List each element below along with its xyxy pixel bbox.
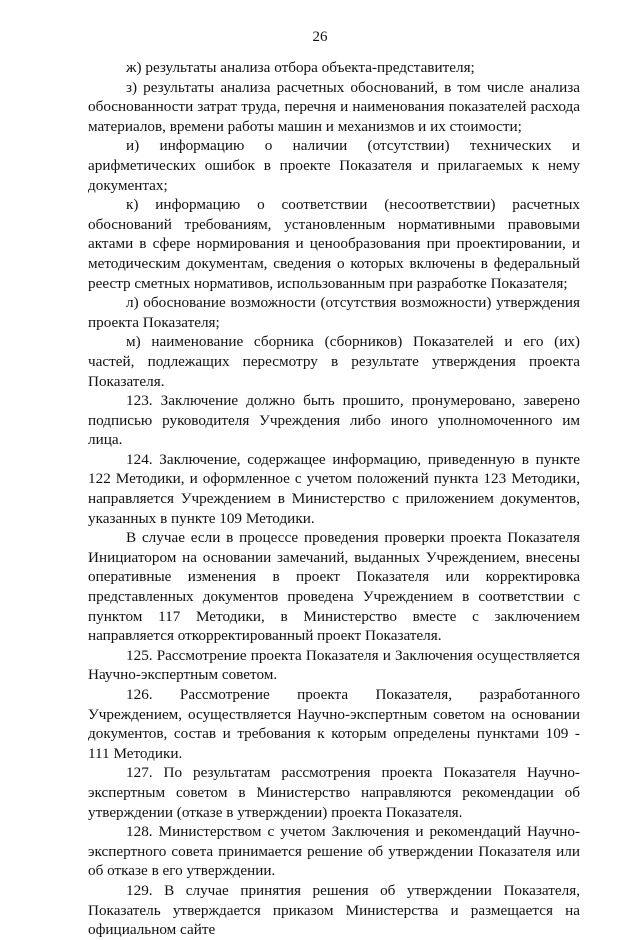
page-number: 26	[312, 29, 328, 45]
paragraph-127: 127. По результатам рассмотрения проекта Показателя Научно-экспертным советом в Министерство направляются рекомендации об утверждении (отказе в утверждении) проекта Показателя.	[88, 764, 580, 821]
paragraph-zh: ж) результаты анализа отбора объекта-представителя;	[126, 59, 475, 76]
paragraph-128: 128. Министерством с учетом Заключения и рекомендаций Научно-экспертного совета принимается решение об утверждении Показателя или об отказе в его утверждении.	[88, 823, 580, 880]
paragraph-l: л) обоснование возможности (отсутствия возможности) утверждения проекта Показателя;	[88, 294, 580, 331]
paragraph-k: к) информацию о соответствии (несоответствии) расчетных обоснований требованиям, установленным нормативными правовыми актами в сфере нормирования и ценообразования при проектировании, и методическим документам, сведения о которых включены в федеральный реестр сметных нормативов, использованным при разработке Показателя;	[88, 196, 580, 292]
paragraph-124: 124. Заключение, содержащее информацию, приведенную в пункте 122 Методики, и оформленное с учетом положений пункта 123 Методики, направляется Учреждением в Министерство с приложением документов, указанных в пункте 109 Методики.	[88, 450, 580, 527]
paragraph-z: з) результаты анализа расчетных обоснований, в том числе анализа обоснованности затрат труда, перечня и наименования показателей расхода материалов, времени работы машин и механизмов и их стоимости;	[88, 78, 580, 135]
document-body	[88, 58, 580, 940]
paragraph-123: 123. Заключение должно быть прошито, пронумеровано, заверено подписью руководителя Учреждения либо иного уполномоченного им лица.	[88, 392, 580, 449]
paragraph-125: 125. Рассмотрение проекта Показателя и Заключения осуществляется Научно-экспертным советом.	[88, 646, 580, 684]
paragraph-126: 126. Рассмотрение проекта Показателя, разработанного Учреждением, осуществляется Научно-экспертным советом на основании документов, состав и требования к которым определены пунктами 109 - 111 Методики.	[88, 686, 580, 762]
paragraph-124-case: В случае если в процессе проведения проверки проекта Показателя Инициатором на основании замечаний, выданных Учреждением, внесены оперативные изменения в проект Показателя или корректировка представленных документов проведена Учреждением в соответствии с пунктом 117 Методики, в Министерство вместе с заключением направляется откорректированный проект Показателя.	[88, 529, 580, 645]
paragraph-i: и) информацию о наличии (отсутствии) технических и арифметических ошибок в проекте Показателя и прилагаемых к нему документах;	[88, 137, 580, 194]
paragraph-m: м) наименование сборника (сборников) Показателей и его (их) частей, подлежащих пересмотру в результате утверждения проекта Показателя.	[88, 333, 580, 390]
paragraph-129: 129. В случае принятия решения об утверждении Показателя, Показатель утверждается приказом Министерства и размещается на официальном сайте	[88, 881, 580, 939]
